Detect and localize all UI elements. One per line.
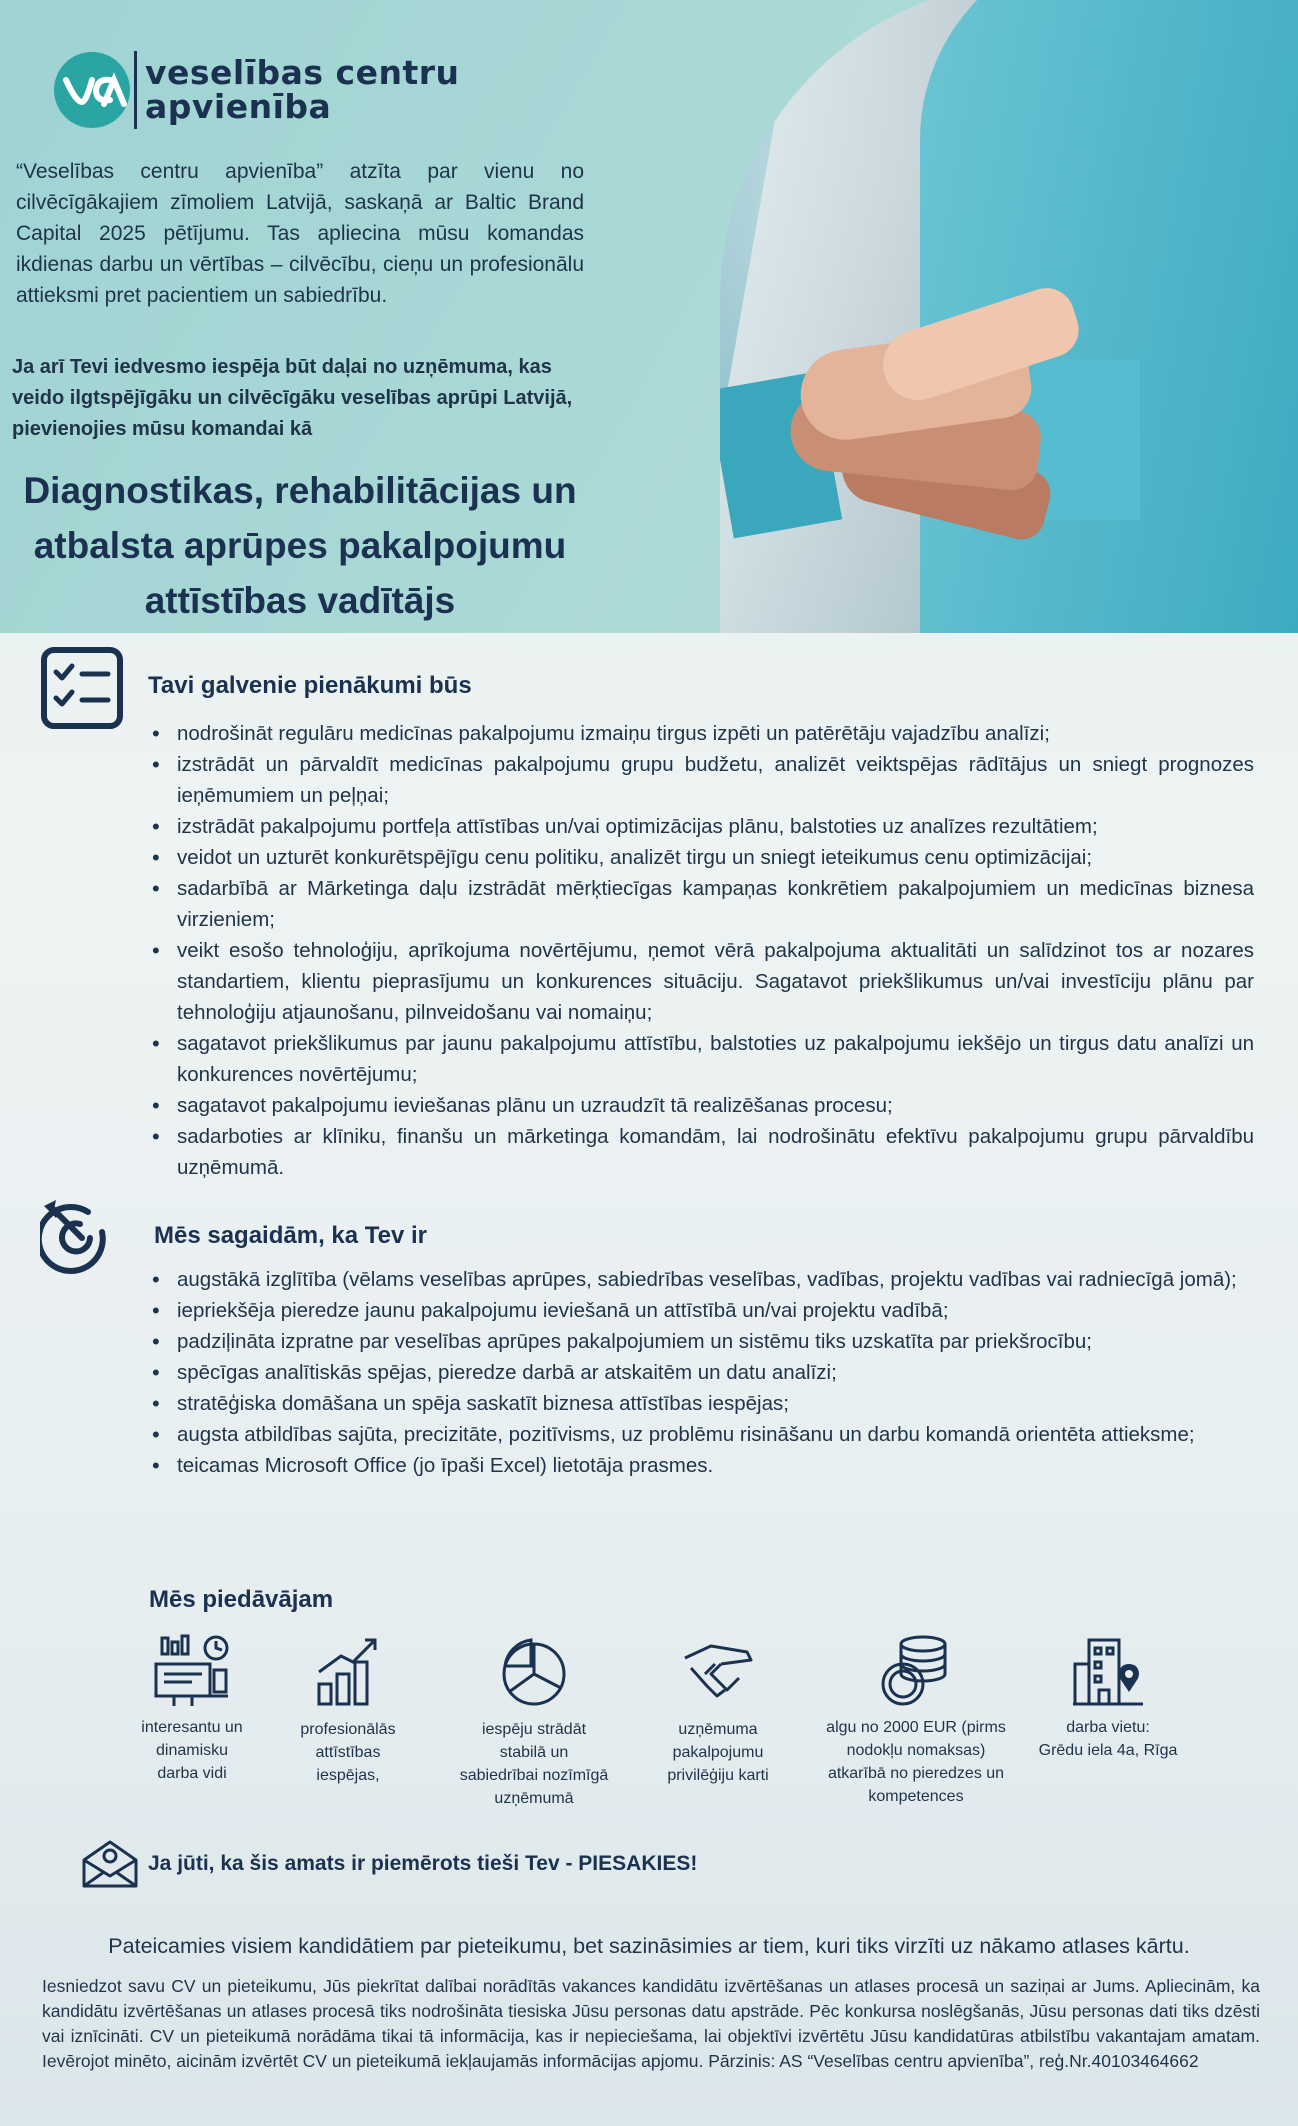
duties-list [146,718,1254,1183]
duty-item: • veikt esošo tehnoloģiju, aprīkojuma novērtējumu, ņemot vērā pakalpojuma aktualitāti un salīdzinot tos ar nozares standartiem, klientu pieprasījumu un konkurences situāciju. Sagatavot priekšlikumus un/vai investīciju plānu par tehnoloģiju atjaunošanu, pilnveidošanu vai nomaiņu; [146,935,1254,1028]
requirement-item: • spēcīgas analītiskās spējas, pieredze darbā ar atskaitēm un datu analīzi; [146,1357,1272,1388]
legal-notice: Iesniedzot savu CV un pieteikumu, Jūs piekrītat dalībai norādītās vakances kandidātu izvērtēšanas un atlases procesā un saziņai ar Jums. Apliecinām, ka kandidātu izvērtēšanas un atlases procesā tiks nodrošināta tiesiska Jūsu personas datu apstrāde. Pēc konkursa noslēgšanās, Jūsu personas dati tiks dzēsti vai iznīcināti. CV un pieteikumā norādāma tikai tā informācija, kas ir nepieciešama, lai objektīvi izvērtētu Jūsu kandidatūras atbilstību vakantajam amatam. Ievērojot minēto, aicinām izvērtēt CV un pieteikumā iekļaujamās informācijas apjomu. Pārzinis: AS “Veselības centru apvienība”, reģ.Nr.40103464662 [42,1976,1260,2071]
offer-stability-line3: sabiedrībai nozīmīgā [459,1767,609,1784]
header-banner [0,0,1298,633]
brand-name [145,53,460,126]
offer-workplace-line2: dinamisku [155,1742,229,1759]
workplace-icon [152,1634,232,1708]
requirements-list [146,1264,1272,1481]
apply-text: Ja jūti, ka šis amats ir piemērots tieši Tev - PIESAKIES! [148,1852,698,1875]
duty-item: • sagatavot pakalpojumu ieviešanas plānu un uzraudzīt tā realizēšanas procesu; [146,1090,1254,1121]
logo-mark-icon [52,50,132,130]
offer-privilege-line3: privilēģiju karti [667,1767,769,1784]
offer-item-stability [446,1634,622,1810]
offer-privilege-line1: uzņēmuma [678,1721,758,1738]
offer-growth-line2: attīstības [315,1744,381,1761]
checklist-icon [40,646,124,730]
job-title-line2: atbalsta aprūpes pakalpojumu [33,525,567,566]
offer-stability-line4: uzņēmumā [494,1790,574,1807]
requirement-item: • teicamas Microsoft Office (jo īpaši Excel) lietotāja prasmes. [146,1450,1272,1481]
offer-item-salary [806,1634,1026,1808]
duty-item: • sadarboties ar klīniku, finanšu un mārketinga komandām, lai nodrošinātu efektīvu pakalpojumu grupu pārvaldību uzņēmumā. [146,1121,1254,1183]
offer-salary-line1: algu no 2000 EUR (pirms [826,1719,1006,1736]
growth-chart-icon [313,1634,383,1708]
job-title-line3: attīstības vadītājs [144,580,456,621]
duty-item: • izstrādāt un pārvaldīt medicīnas pakalpojumu grupu budžetu, analizēt veiktspējas rādītājus un sniegt prognozes ieņēmumiem un peļņai; [146,749,1254,811]
offer-growth-line3: iespējas, [316,1767,380,1784]
offer-item-privilege [634,1634,802,1787]
offer-item-location [1018,1634,1198,1762]
target-icon [40,1196,124,1280]
offer-salary-line2: nodokļu nomaksas) [846,1742,986,1759]
job-title-line1: Diagnostikas, rehabilitācijas un [23,470,577,511]
brand-line1: veselības centru [145,53,460,92]
teamwork-hands-photo [720,0,1298,633]
duty-item: • sagatavot priekšlikumus par jaunu pakalpojumu attīstību, balstoties uz pakalpojumu iekšējo un tirgus datu analīzi un konkurences novērtējumu; [146,1028,1254,1090]
apply-callout [80,1838,697,1890]
duty-item: • veidot un uzturēt konkurētspējīgu cenu politiku, analizēt tirgu un sniegt ieteikumus cenu optimizācijai; [146,842,1254,873]
logo-divider [134,51,137,129]
offer-workplace-line1: interesantu un [141,1719,243,1736]
offer-salary-line4: kompetences [868,1788,964,1805]
building-location-icon [1071,1634,1145,1708]
offer-stability-line1: iespēju strādāt [481,1721,587,1738]
intro-invite: Ja arī Tevi iedvesmo iespēja būt daļai no uzņēmuma, kas veido ilgtspējīgāku un cilvēcīgāku veselības aprūpi Latvijā, pievienojies mūsu komandai kā [12,356,573,440]
requirement-item: • iepriekšēja pieredze jaunu pakalpojumu ieviešanā un attīstībā un/vai projektu vadībā; [146,1295,1272,1326]
coins-icon [879,1634,953,1708]
mail-icon [80,1838,140,1890]
offer-workplace-line3: darba vidi [157,1765,227,1782]
requirement-item: • padziļināta izpratne par veselības aprūpes pakalpojumiem un sistēmu tiks uzskatīta par priekšrocību; [146,1326,1272,1357]
brand-line2: apvienība [145,87,332,126]
duties-title: Tavi galvenie pienākumi būs [148,672,472,699]
offer-item-growth [264,1634,432,1787]
offer-title: Mēs piedāvājam [149,1586,334,1613]
offer-location-line2: Grēdu iela 4a, Rīga [1038,1742,1178,1759]
requirement-item: • augsta atbildības sajūta, precizitāte, pozitīvisms, uz problēmu risināšanu un darbu komandā orientēta attieksme; [146,1419,1272,1450]
handshake-icon [681,1634,755,1708]
offer-privilege-line2: pakalpojumu [672,1744,764,1761]
pie-chart-icon [497,1634,571,1708]
offer-item-workplace [108,1634,276,1785]
offer-salary-line3: atkarībā no pieredzes un [827,1765,1005,1782]
requirement-item: • stratēģiska domāšana un spēja saskatīt biznesa attīstības iespējas; [146,1388,1272,1419]
offer-stability-line2: stabilā un [499,1744,569,1761]
job-title [10,463,590,628]
thanks-note: Pateicamies visiem kandidātiem par pieteikumu, bet sazināsimies ar tiem, kuri tiks virzīti uz nākamo atlases kārtu. [108,1934,1190,1958]
duty-item: • nodrošināt regulāru medicīnas pakalpojumu izmaiņu tirgus izpēti un patērētāju vajadzību analīzi; [146,718,1254,749]
brand-logo [52,50,460,130]
offer-growth-line1: profesionālās [300,1721,396,1738]
duty-item: • izstrādāt pakalpojumu portfeļa attīstības un/vai optimizācijas plānu, balstoties uz analīzes rezultātiem; [146,811,1254,842]
offer-location-line1: darba vietu: [1066,1719,1150,1736]
intro-paragraph: “Veselības centru apvienība” atzīta par vienu no cilvēcīgākajiem zīmoliem Latvijā, saskaņā ar Baltic Brand Capital 2025 pētījumu. Tas apliecina mūsu komandas ikdienas darbu un vērtības – cilvēcību, cieņu un profesionālu attieksmi pret pacientiem un sabiedrību. [16,160,584,307]
requirements-title: Mēs sagaidām, ka Tev ir [154,1222,428,1249]
duty-item: • sadarbībā ar Mārketinga daļu izstrādāt mērķtiecīgas kampaņas konkrētiem pakalpojumiem un medicīnas biznesa virzieniem; [146,873,1254,935]
requirement-item: • augstākā izglītība (vēlams veselības aprūpes, sabiedrības veselības, vadības, projektu vadības vai radniecīgā jomā); [146,1264,1272,1295]
